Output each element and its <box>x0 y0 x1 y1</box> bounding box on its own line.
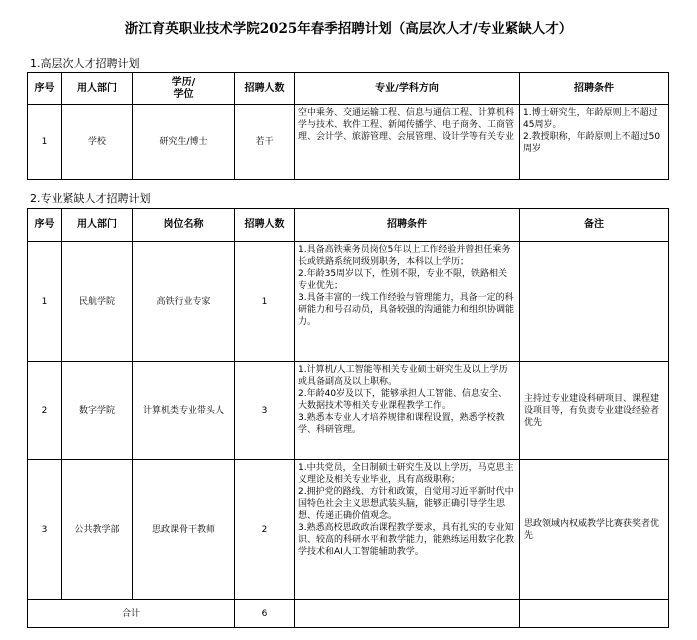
row-count: 3 <box>235 362 295 460</box>
table-header-row <box>28 209 669 242</box>
header-cell: 专业/学科方向 <box>295 73 520 105</box>
row-count: 2 <box>235 460 295 600</box>
header-cell: 用人部门 <box>62 209 133 242</box>
header-cell: 招聘人数 <box>235 209 295 242</box>
total-row <box>28 600 669 628</box>
section1-heading: 1.高层次人才招聘计划 <box>30 57 140 70</box>
row-count: 1 <box>235 242 295 362</box>
row-dept: 民航学院 <box>62 242 133 362</box>
header-cell: 序号 <box>28 209 62 242</box>
header-cell: 学历/ 学位 <box>133 73 235 105</box>
table-row <box>28 460 669 600</box>
table-row <box>28 242 669 362</box>
row-remark: 主持过专业建设科研项目、课程建设项目等，有负责专业建设经验者优先 <box>520 362 669 460</box>
shortage-talent-table <box>27 208 669 628</box>
table-row <box>28 362 669 460</box>
header-cell: 序号 <box>28 73 62 105</box>
table-row <box>28 105 669 180</box>
row-number: 1 <box>28 242 62 362</box>
page-title: 浙江育英职业技术学院2025年春季招聘计划（高层次人才/专业紧缺人才） <box>124 21 573 37</box>
row-remark: 思政领域内权威教学比赛获奖者优先 <box>520 460 669 600</box>
empty-cell <box>295 600 520 628</box>
table-header-row <box>28 73 669 105</box>
header-cell: 用人部门 <box>62 73 133 105</box>
row-number: 3 <box>28 460 62 600</box>
row-majors: 空中乘务、交通运输工程、信息与通信工程、计算机科学与技术、软件工程、新闻传播学、电子商务、工商管理、会计学、旅游管理、会展管理、设计学等有关专业 <box>295 105 520 180</box>
row-post: 思政课骨干教师 <box>133 460 235 600</box>
header-cell: 备注 <box>520 209 669 242</box>
row-dept: 数字学院 <box>62 362 133 460</box>
header-cell: 招聘条件 <box>520 73 669 105</box>
row-remark <box>520 242 669 362</box>
row-degree: 研究生/博士 <box>133 105 235 180</box>
row-number: 1 <box>28 105 62 180</box>
header-cell: 招聘条件 <box>295 209 520 242</box>
row-conditions: 1.具备高铁乘务员岗位5年以上工作经验并曾担任乘务长或铁路系统同级别职务，本科以上学历； 2.年龄35周岁以下，性别不限，专业不限，铁路相关专业优先； 3.具备丰富的一线工作经验与管理能力，具备一定的科研能力和号召动员，具备较强的沟通能力和组织协调能力。 <box>295 242 520 362</box>
row-post: 高铁行业专家 <box>133 242 235 362</box>
high-level-talent-table <box>27 72 669 180</box>
row-dept: 公共教学部 <box>62 460 133 600</box>
row-post: 计算机类专业带头人 <box>133 362 235 460</box>
row-conditions: 1.计算机/人工智能等相关专业硕士研究生及以上学历或具备副高及以上职称。 2.年龄40岁及以下，能够承担人工智能、信息安全、大数据技术等相关专业课程教学工作。 3.熟悉本专业人才培养规律和课程设置，熟悉学校教学、科研管理。 <box>295 362 520 460</box>
total-value: 6 <box>235 600 295 628</box>
row-conditions: 1.中共党员，全日制硕士研究生及以上学历，马克思主义理论及相关专业毕业，具有高级职称； 2.拥护党的路线、方针和政策，自觉用习近平新时代中国特色社会主义思想武装头脑，能够正确引导学生思想、传递正确价值观念。 3.熟悉高校思政政治课程教学要求，具有扎实的专业知识、较高的科研水平和教学能力，能熟练运用数字化教学技术和AI人工智能辅助教学。 <box>295 460 520 600</box>
total-label: 合计 <box>28 600 235 628</box>
empty-cell <box>520 600 669 628</box>
row-dept: 学校 <box>62 105 133 180</box>
row-conditions: 1.博士研究生，年龄原则上不超过45周岁。 2.教授职称，年龄原则上不超过50周岁 <box>520 105 669 180</box>
header-cell: 招聘人数 <box>235 73 295 105</box>
section2-heading: 2.专业紧缺人才招聘计划 <box>30 192 151 205</box>
row-number: 2 <box>28 362 62 460</box>
row-count: 若干 <box>235 105 295 180</box>
header-cell: 岗位名称 <box>133 209 235 242</box>
